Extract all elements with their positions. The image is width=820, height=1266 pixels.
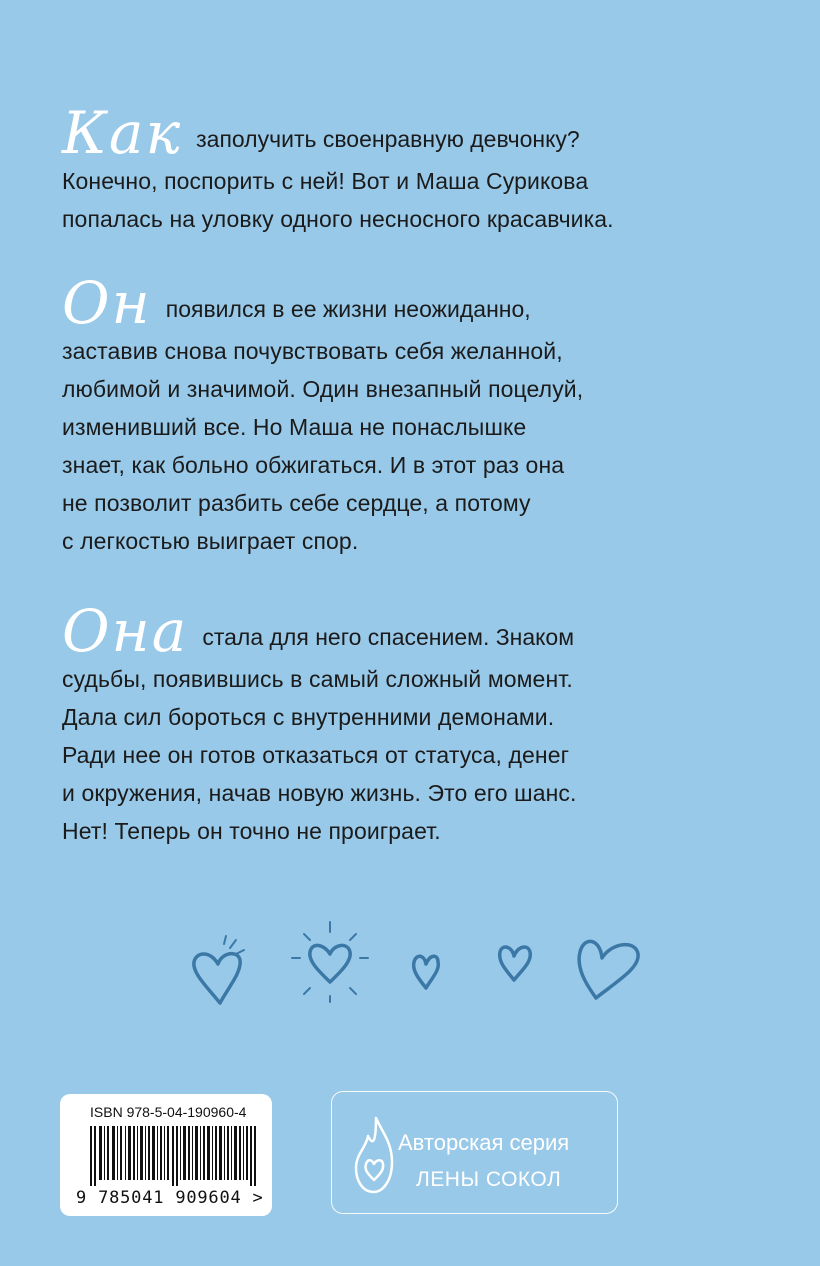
series-author: ЛЕНЫ СОКОЛ [416,1168,562,1191]
paragraph-2-line-2: заставив снова почувствовать себя желанной, [62,338,563,364]
paragraph-2 [62,262,762,560]
paragraph-3-line-4: Ради нее он готов отказаться от статуса, денег [62,742,570,768]
hearts-decoration [180,918,650,1018]
paragraph-1-line-3: попалась на уловку одного несносного красавчика. [62,206,614,232]
paragraph-2-lead-word: Он [62,269,152,337]
paragraph-3-lead-word: Она [62,597,189,665]
heart-doodle-icon [414,956,439,988]
isbn-barcode-block [60,1094,272,1216]
paragraph-2-line-4: изменивший все. Но Маша не понаслышке [62,414,527,440]
isbn-label: ISBN 978-5-04-190960-4 [90,1104,247,1120]
heart-doodle-icon [194,936,244,1003]
series-title: Авторская серия [398,1130,570,1155]
paragraph-3-first-line [62,590,762,665]
paragraph-2-first-line [62,262,762,337]
paragraph-1-lead-word: Как [62,99,183,167]
author-series-badge [331,1091,618,1214]
barcode [90,1126,260,1186]
heart-doodle-icon [500,947,531,980]
heart-doodle-icon [579,941,638,998]
heart-doodle-icon [292,922,368,1002]
flame-heart-icon [352,1114,396,1196]
paragraph-3-line-1: стала для него спасением. Знаком [202,624,575,650]
paragraph-2-line-3: любимой и значимой. Один внезапный поцелуй, [62,376,584,402]
paragraph-1-line-2: Конечно, поспорить с ней! Вот и Маша Сурикова [62,168,589,194]
paragraph-2-line-1: появился в ее жизни неожиданно, [165,296,531,322]
paragraph-1-line-1: заполучить своенравную девчонку? [196,126,580,152]
paragraph-1-first-line [62,92,762,167]
paragraph-3 [62,590,762,850]
paragraph-3-line-6: Нет! Теперь он точно не проиграет. [62,818,441,844]
paragraph-2-line-7: с легкостью выиграет спор. [62,528,359,554]
isbn-digits: 9 785041 909604 > [76,1188,264,1208]
paragraph-2-line-5: знает, как больно обжигаться. И в этот раз она [62,452,565,478]
paragraph-3-line-2: судьбы, появившись в самый сложный момент. [62,666,573,692]
paragraph-1 [62,92,762,238]
paragraph-3-line-5: и окружения, начав новую жизнь. Это его шанс. [62,780,577,806]
paragraph-2-line-6: не позволит разбить себе сердце, а потому [62,490,531,516]
paragraph-3-line-3: Дала сил бороться с внутренними демонами. [62,704,555,730]
